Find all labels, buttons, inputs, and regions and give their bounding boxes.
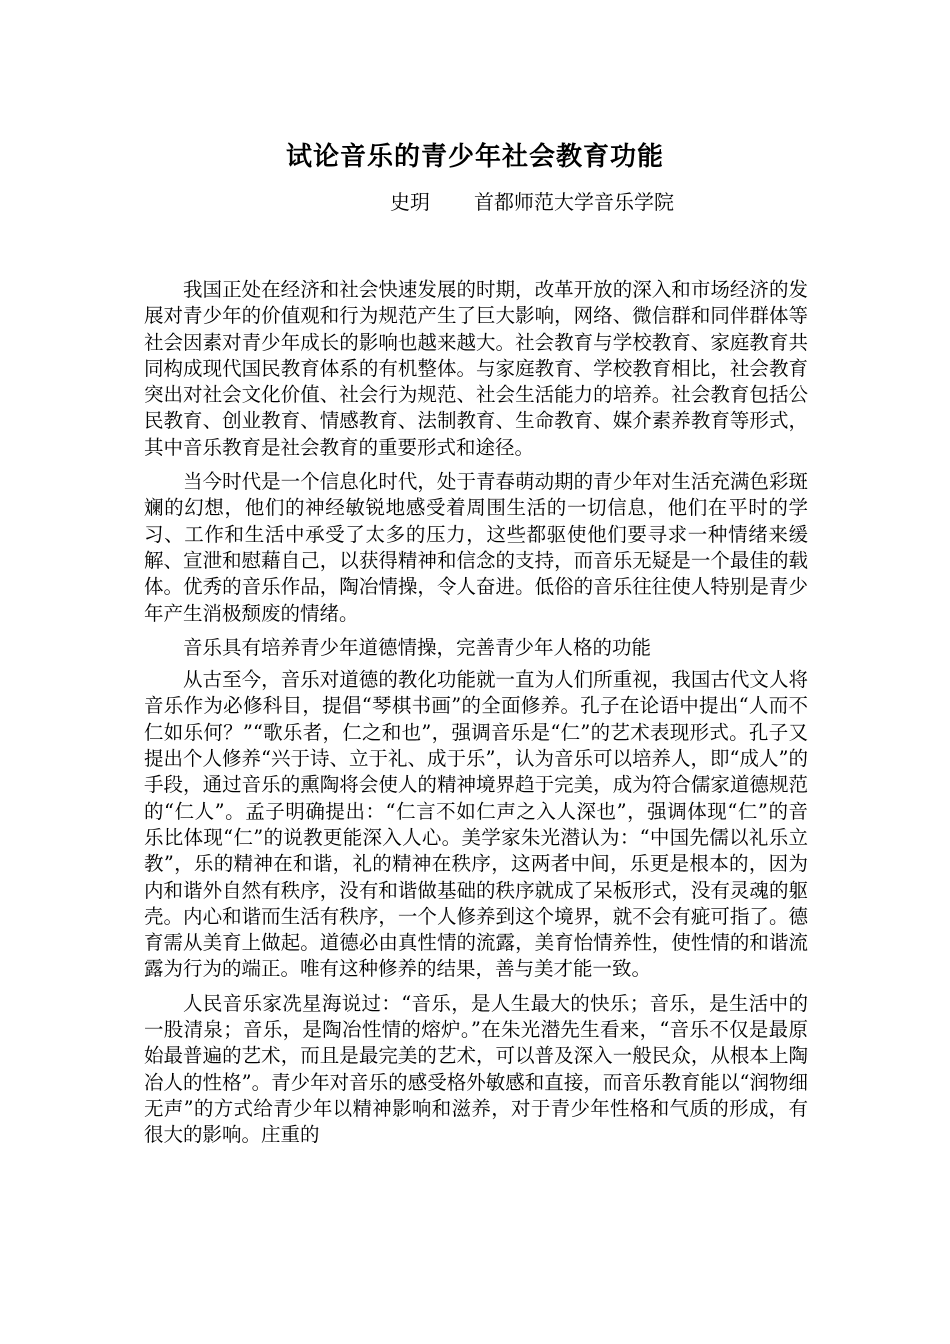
document-title: 试论音乐的青少年社会教育功能 xyxy=(285,142,664,172)
paragraph-information-age: 当今时代是一个信息化时代，处于青春萌动期的青少年对生活充满色彩斑斓的幻想，他们的神经敏锐地感受着周围生活的一切信息，他们在平时的学习、工作和生活中承受了太多的压力，这些都驱使他们要寻求一种情绪来缓解、宣泄和慰藉自己，以获得精神和信念的支持，而音乐无疑是一个最佳的载体。优秀的音乐作品，陶冶情操，令人奋进。低俗的音乐往往使人特别是青少年产生消极颓废的情绪。 xyxy=(144,470,808,625)
paragraph-xian-xinghai: 人民音乐家冼星海说过：“音乐，是人生最大的快乐；音乐，是生活中的一股清泉；音乐，是陶冶性情的熔炉。”在朱光潜先生看来，“音乐不仅是最原始最普遍的艺术，而且是最完美的艺术，可以普及深入一般民众，从根本上陶冶人的性格”。青少年对音乐的感受格外敏感和直接，而音乐教育能以“润物细无声”的方式给青少年以精神影响和滋养，对于青少年性格和气质的形成，有很大的影响。庄重的 xyxy=(144,991,808,1147)
byline xyxy=(390,186,674,215)
author-name: 史玥 xyxy=(390,190,430,214)
section-heading: 音乐具有培养青少年道德情操，完善青少年人格的功能 xyxy=(183,635,652,659)
paragraph-intro: 我国正处在经济和社会快速发展的时期，改革开放的深入和市场经济的发展对青少年的价值观和行为规范产生了巨大影响，网络、微信群和同伴群体等社会因素对青少年成长的影响也越来越大。社会教育与学校教育、家庭教育共同构成现代国民教育体系的有机整体。与家庭教育、学校教育相比，社会教育突出对社会文化价值、社会行为规范、社会生活能力的培养。社会教育包括公民教育、创业教育、情感教育、法制教育、生命教育、媒介素养教育等形式，其中音乐教育是社会教育的重要形式和途径。 xyxy=(144,278,808,459)
paragraph-moral-education: 从古至今，音乐对道德的教化功能就一直为人们所重视，我国古代文人将音乐作为必修科目，提倡“琴棋书画”的全面修养。孔子在论语中提出“人而不仁如乐何？”“歌乐者，仁之和也”，强调音乐是“仁”的艺术表现形式。孔子又提出个人修养“兴于诗、立于礼、成于乐”，认为音乐可以培养人，即“成人”的手段，通过音乐的熏陶将会使人的精神境界趋于完美，成为符合儒家道德规范的“仁人”。孟子明确提出：“仁言不如仁声之入人深也”，强调体现“仁”的音乐比体现“仁”的说教更能深入人心。美学家朱光潜认为：“中国先儒以礼乐立教”，乐的精神在和谐，礼的精神在秩序，这两者中间，乐更是根本的，因为内和谐外自然有秩序，没有和谐做基础的秩序就成了呆板形式，没有灵魂的躯壳。内心和谐而生活有秩序，一个人修养到这个境界，就不会有疵可指了。德育需从美育上做起。道德必由真性情的流露，美育怡情养性，使性情的和谐流露为行为的端正。唯有这种修养的结果，善与美才能一致。 xyxy=(144,668,808,981)
article-body xyxy=(144,277,808,1157)
author-affiliation: 首都师范大学音乐学院 xyxy=(474,190,674,214)
